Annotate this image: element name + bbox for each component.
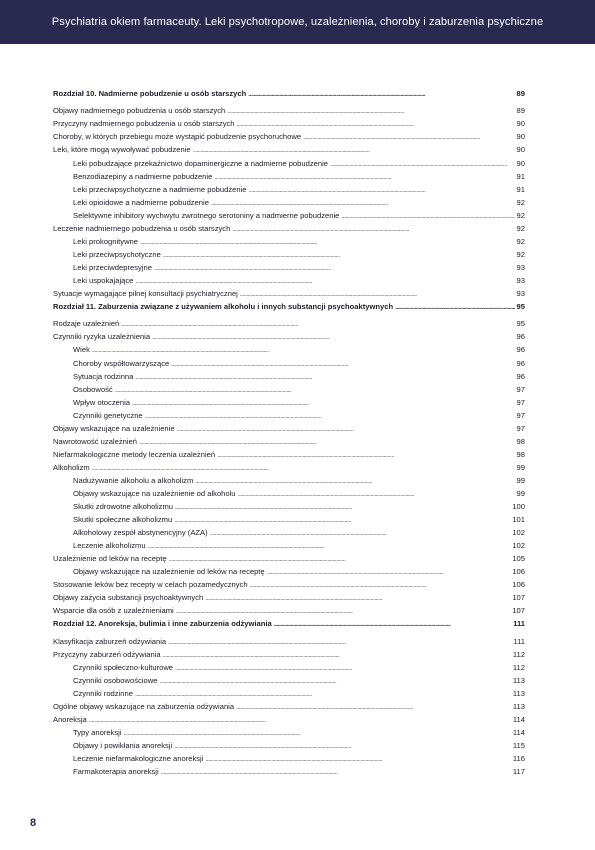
- dot-leader: [267, 565, 511, 579]
- toc-entry-row[interactable]: [53, 409, 525, 422]
- toc-entry-label: Sytuacja rodzinna: [73, 371, 134, 381]
- toc-page-number: 90: [516, 158, 525, 168]
- toc-entry-row[interactable]: [53, 170, 525, 183]
- dot-leader: [330, 157, 515, 171]
- toc-page-number: 91: [516, 171, 525, 181]
- toc-entry-row[interactable]: [53, 274, 525, 287]
- toc-page-number: 97: [516, 384, 525, 394]
- toc-page-number: 99: [516, 462, 525, 472]
- dot-leader: [115, 383, 515, 397]
- toc-page-number: 93: [516, 289, 525, 298]
- dot-leader: [152, 330, 514, 344]
- toc-entry-row[interactable]: [53, 739, 525, 752]
- toc-page-number: 96: [516, 332, 525, 342]
- toc-page-number: 107: [512, 606, 525, 616]
- toc-page-number: 105: [512, 554, 525, 564]
- toc-entry-label: Nawrotowość uzależnień: [53, 436, 137, 446]
- dot-leader: [236, 700, 511, 714]
- toc-entry-label: Skutki społeczne alkoholizmu: [73, 515, 173, 525]
- toc-entry-row[interactable]: [53, 474, 525, 487]
- toc-page-number: 101: [512, 515, 525, 525]
- toc-entry-row[interactable]: [53, 578, 525, 591]
- toc-entry-row[interactable]: [53, 396, 525, 409]
- toc-page-number: 99: [516, 489, 525, 498]
- dot-leader: [174, 513, 510, 527]
- toc-entry-label: Anoreksja: [53, 715, 87, 725]
- dot-leader: [205, 752, 510, 766]
- toc-page-number: 102: [512, 528, 525, 538]
- dot-leader: [176, 604, 511, 618]
- toc-entry-label: Objawy wskazujące na uzależnienie od alkoholu: [73, 489, 236, 498]
- toc-entry-label: Leki opioidowe a nadmierne pobudzenie: [73, 197, 209, 207]
- toc-entry-label: Leczenie nadmiernego pobudzenia u osób starszych: [53, 223, 231, 233]
- toc-entry-label: Czynniki społeczno-kulturowe: [73, 662, 174, 672]
- toc-entry-label: Czynniki genetyczne: [73, 410, 143, 420]
- toc-entry-row[interactable]: [53, 143, 525, 156]
- toc-entry-label: Sytuacje wymagające pilnej konsultacji psychiatrycznej: [53, 289, 238, 298]
- dot-leader: [175, 661, 511, 675]
- toc-entry-row[interactable]: [53, 261, 525, 274]
- toc-entry-row[interactable]: [53, 661, 525, 674]
- toc-page-number: 92: [516, 197, 525, 207]
- toc-entry-label: Alkoholizm: [53, 462, 90, 472]
- toc-entry-row[interactable]: [53, 317, 525, 330]
- toc-page-number: 96: [516, 358, 525, 368]
- toc-entry-row[interactable]: [53, 383, 525, 396]
- running-header: [0, 0, 595, 44]
- toc-page-number: 96: [516, 345, 525, 355]
- toc-entry-row[interactable]: [53, 330, 525, 343]
- dot-leader: [237, 117, 515, 131]
- toc-page-number: 112: [512, 649, 525, 659]
- toc-page-number: 100: [512, 502, 525, 512]
- dot-leader: [132, 396, 515, 410]
- toc-page-number: 90: [516, 145, 525, 155]
- dot-leader: [124, 726, 511, 740]
- toc-page-number: 92: [516, 236, 525, 246]
- toc-entry-label: Objawy zażycia substancji psychoaktywnych: [53, 593, 204, 603]
- toc-entry-label: Leczenie niefarmakologiczne anoreksji: [73, 754, 204, 764]
- toc-page-number: 102: [512, 541, 525, 551]
- dot-leader: [248, 87, 514, 101]
- toc-entry-row[interactable]: [53, 196, 525, 209]
- book-title: Psychiatria okiem farmaceuty. Leki psychotropowe, uzależnienia, choroby i zaburzenia psychiczne: [51, 16, 544, 28]
- toc-entry-row[interactable]: [53, 591, 525, 604]
- toc-entry-label: Nadużywanie alkoholu a alkoholizm: [73, 475, 194, 485]
- toc-entry-label: Objawy wskazujące na uzależnienie: [53, 423, 175, 433]
- toc-page-number: 112: [512, 662, 525, 672]
- toc-entry-row[interactable]: [53, 700, 525, 713]
- toc-entry-label: Selektywne inhibitory wychwytu zwrotnego serotoniny a nadmierne pobudzenie: [73, 210, 340, 220]
- toc-chapter-row[interactable]: [53, 300, 525, 313]
- toc-page-number: 97: [516, 397, 525, 407]
- dot-leader: [135, 370, 514, 384]
- dot-leader: [177, 422, 515, 436]
- dot-leader: [145, 409, 515, 423]
- toc-entry-row[interactable]: [53, 104, 525, 117]
- dot-leader: [175, 500, 510, 514]
- toc-page-number: 96: [516, 371, 525, 381]
- page-number: 8: [30, 817, 37, 829]
- toc-entry-row[interactable]: [53, 752, 525, 765]
- toc-entry-row[interactable]: [53, 674, 525, 687]
- toc-page-number: 97: [516, 410, 525, 420]
- dot-leader: [395, 300, 514, 314]
- toc-page-number: 99: [516, 475, 525, 485]
- toc-entry-label: Leki prokognitywne: [73, 236, 139, 246]
- toc-entry-row[interactable]: [53, 500, 525, 513]
- toc-entry-row[interactable]: [53, 209, 525, 222]
- toc-entry-row[interactable]: [53, 183, 525, 196]
- dot-leader: [135, 687, 511, 701]
- toc-page-number: 113: [512, 702, 525, 712]
- dot-leader: [135, 274, 514, 288]
- toc-entry-label: Klasyfikacja zaburzeń odżywiania: [53, 636, 167, 646]
- toc-page-number: 89: [516, 89, 525, 98]
- toc-entry-label: Czynniki rodzinne: [73, 689, 133, 698]
- toc-entry-label: Typy anoreksji: [73, 728, 122, 738]
- dot-leader: [217, 448, 514, 462]
- toc-entry-label: Farmakoterapia anoreksji: [73, 767, 159, 777]
- toc-entry-label: Przyczyny zaburzeń odżywiania: [53, 649, 161, 659]
- toc-page-number: 114: [512, 715, 525, 725]
- toc-entry-row[interactable]: [53, 435, 525, 448]
- toc-entry-label: Choroby, w których przebiegu może wystąpić pobudzenie psychoruchowe: [53, 132, 302, 142]
- toc-entry-row[interactable]: [53, 604, 525, 617]
- toc-entry-label: Uzależnienie od leków na receptę: [53, 554, 167, 564]
- dot-leader: [169, 552, 511, 566]
- toc-page-number: 95: [516, 302, 525, 312]
- table-of-contents: [53, 87, 525, 778]
- toc-chapter-row[interactable]: [53, 87, 525, 100]
- toc-entry-row[interactable]: [53, 713, 525, 726]
- toc-entry-label: Stosowanie leków bez recepty w celach pozamedycznych: [53, 580, 248, 590]
- dot-leader: [174, 739, 511, 753]
- toc-entry-row[interactable]: [53, 357, 525, 370]
- dot-leader: [139, 435, 515, 449]
- toc-page-number: 90: [516, 119, 525, 129]
- toc-entry-label: Niefarmakologiczne metody leczenia uzależnień: [53, 449, 216, 459]
- toc-page-number: 90: [516, 132, 525, 142]
- toc-page-number: 114: [512, 728, 525, 738]
- toc-entry-label: Przyczyny nadmiernego pobudzenia u osób starszych: [53, 119, 235, 129]
- toc-entry-row[interactable]: [53, 222, 525, 235]
- dot-leader: [161, 765, 511, 779]
- dot-leader: [140, 235, 515, 249]
- toc-entry-label: Osobowość: [73, 384, 113, 394]
- dot-leader: [92, 343, 515, 357]
- toc-page-number: 91: [516, 184, 525, 194]
- toc-entry-label: Benzodiazepiny a nadmierne pobudzenie: [73, 171, 213, 181]
- toc-entry-row[interactable]: [53, 130, 525, 143]
- dot-leader: [303, 130, 514, 144]
- dot-leader: [171, 357, 514, 371]
- toc-page-number: 106: [512, 567, 525, 577]
- toc-page-number: 98: [516, 449, 525, 459]
- dot-leader: [274, 617, 511, 631]
- toc-entry-label: Leki przeciwpsychotyczne: [73, 249, 161, 259]
- toc-page-number: 116: [512, 754, 525, 764]
- toc-page-number: 107: [512, 593, 525, 603]
- toc-entry-label: Objawy wskazujące na uzależnienie od leków na receptę: [73, 567, 265, 577]
- toc-page-number: 93: [516, 275, 525, 285]
- toc-entry-label: Rozdział 11. Zaburzenia związane z używaniem alkoholu i innych substancji psychoaktywnych: [53, 302, 394, 312]
- toc-entry-label: Wpływ otoczenia: [73, 397, 130, 407]
- toc-entry-label: Leczenie alkoholizmu: [73, 541, 146, 551]
- dot-leader: [240, 287, 515, 301]
- toc-entry-label: Objawy i powikłania anoreksji: [73, 741, 173, 751]
- dot-leader: [341, 209, 514, 223]
- toc-entry-row[interactable]: [53, 526, 525, 539]
- toc-entry-row[interactable]: [53, 552, 525, 565]
- dot-leader: [238, 487, 515, 501]
- toc-entry-row[interactable]: [53, 448, 525, 461]
- toc-entry-label: Skutki zdrowotne alkoholizmu: [73, 502, 174, 512]
- toc-entry-label: Wiek: [73, 345, 90, 355]
- dot-leader: [121, 317, 514, 331]
- toc-page-number: 92: [516, 210, 525, 220]
- dot-leader: [154, 261, 515, 275]
- toc-entry-row[interactable]: [53, 248, 525, 261]
- dot-leader: [250, 578, 511, 592]
- dot-leader: [148, 539, 511, 553]
- dot-leader: [92, 461, 515, 475]
- toc-entry-row[interactable]: [53, 513, 525, 526]
- dot-leader: [214, 170, 514, 184]
- toc-page-number: 93: [516, 262, 525, 272]
- toc-entry-label: Rozdział 12. Anoreksja, bulimia i inne zaburzenia odżywiania: [53, 619, 272, 629]
- toc-entry-label: Czynniki ryzyka uzależnienia: [53, 332, 151, 342]
- toc-entry-row[interactable]: [53, 461, 525, 474]
- toc-page-number: 111: [513, 636, 525, 646]
- toc-entry-label: Leki uspokajające: [73, 275, 134, 285]
- dot-leader: [227, 104, 514, 118]
- toc-page-number: 106: [512, 580, 525, 590]
- toc-entry-row[interactable]: [53, 343, 525, 356]
- toc-entry-label: Czynniki osobowościowe: [73, 675, 158, 685]
- toc-entry-row[interactable]: [53, 422, 525, 435]
- toc-entry-row[interactable]: [53, 765, 525, 778]
- toc-page-number: 92: [516, 223, 525, 233]
- toc-page-number: 113: [512, 675, 525, 685]
- toc-page-number: 95: [516, 319, 525, 329]
- dot-leader: [168, 635, 511, 649]
- toc-page-number: 113: [512, 689, 525, 698]
- toc-page-number: 98: [516, 436, 525, 446]
- toc-entry-label: Ogólne objawy wskazujące na zaburzenia odżywiania: [53, 702, 235, 712]
- dot-leader: [205, 591, 510, 605]
- toc-entry-row[interactable]: [53, 539, 525, 552]
- toc-entry-label: Rodzaje uzależnień: [53, 319, 120, 329]
- dot-leader: [89, 713, 511, 727]
- toc-page-number: 111: [513, 619, 525, 629]
- toc-entry-row[interactable]: [53, 235, 525, 248]
- toc-page-number: 97: [516, 423, 525, 433]
- dot-leader: [159, 674, 510, 688]
- toc-entry-label: Leki pobudzające przekaźnictwo dopaminergiczne a nadmierne pobudzenie: [73, 158, 328, 168]
- dot-leader: [163, 648, 511, 662]
- toc-entry-label: Leki, które mogą wywoływać pobudzenie: [53, 145, 191, 155]
- dot-leader: [249, 183, 515, 197]
- toc-page-number: 117: [512, 767, 525, 777]
- toc-entry-row[interactable]: [53, 648, 525, 661]
- toc-entry-row[interactable]: [53, 687, 525, 700]
- toc-chapter-row[interactable]: [53, 617, 525, 630]
- toc-entry-row[interactable]: [53, 370, 525, 383]
- toc-entry-row[interactable]: [53, 565, 525, 578]
- toc-entry-label: Alkoholowy zespół abstynencyjny (AZA): [73, 528, 208, 538]
- dot-leader: [193, 143, 515, 157]
- dot-leader: [232, 222, 514, 236]
- dot-leader: [195, 474, 514, 488]
- toc-entry-label: Leki przeciwpsychotyczne a nadmierne pobudzenie: [73, 184, 247, 194]
- toc-entry-label: Wsparcie dla osób z uzależnieniami: [53, 606, 174, 616]
- toc-entry-label: Leki przeciwdepresyjne: [73, 262, 152, 272]
- toc-entry-row[interactable]: [53, 287, 525, 300]
- toc-entry-row[interactable]: [53, 635, 525, 648]
- toc-page-number: 92: [516, 249, 525, 259]
- toc-page-number: 89: [516, 106, 525, 116]
- toc-page-number: 115: [512, 741, 525, 751]
- dot-leader: [210, 526, 511, 540]
- toc-entry-label: Objawy nadmiernego pobudzenia u osób starszych: [53, 106, 226, 116]
- toc-entry-label: Rozdział 10. Nadmierne pobudzenie u osób starszych: [53, 89, 247, 98]
- dot-leader: [211, 196, 515, 210]
- toc-entry-row[interactable]: [53, 117, 525, 130]
- dot-leader: [163, 248, 515, 262]
- toc-entry-row[interactable]: [53, 487, 525, 500]
- toc-entry-row[interactable]: [53, 726, 525, 739]
- toc-entry-row[interactable]: [53, 157, 525, 170]
- toc-entry-label: Choroby współtowarzyszące: [73, 358, 170, 368]
